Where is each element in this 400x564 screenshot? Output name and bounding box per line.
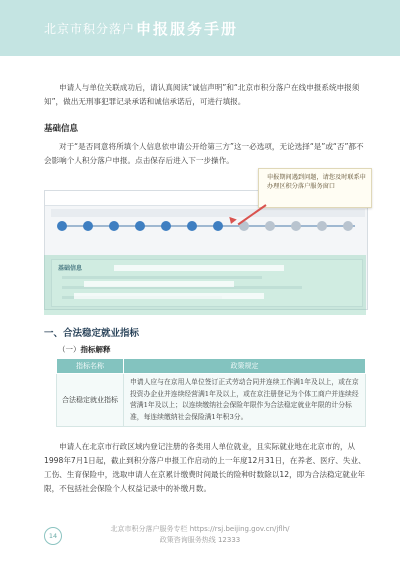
table-header: 政策规定 (124, 359, 366, 374)
step-icon (233, 221, 255, 231)
policy-text: 申请人应与在京用人单位签订正式劳动合同并连续工作满1年及以上，或在京投资办企业并连续经营满1年及以上，或在京注册登记为个体工商户并连续经营满1年及以上；以连续缴纳社会保险年限作为合法稳定就业年限的计分标准，每连续缴纳社会保险满1年积3分。 (124, 374, 366, 427)
step-icon (181, 221, 203, 231)
step-icon (285, 221, 307, 231)
header-title: 申报服务手册 (136, 20, 239, 38)
basic-info-paragraph: 对于“是否同意将所填个人信息依申请公开给第三方”这一必选项，无论选择“是”或“否”都不会影响个人积分落户申报。点击保存后进入下一步操作。 (44, 142, 364, 165)
step-icon (129, 221, 151, 231)
page-number: 14 (44, 527, 62, 545)
table-row (57, 374, 366, 427)
intro-paragraph: 申请人与单位关联成功后，请认真阅读“诚信声明”和“北京市积分落户在线申报系统申报须知”，做出无刑事犯罪记录承诺和诚信承诺后，可进行填报。 (44, 83, 360, 106)
step-icon (103, 221, 125, 231)
screenshot-banner (51, 209, 365, 217)
help-callout (258, 168, 372, 208)
step-icon (51, 221, 73, 231)
step-icon (337, 221, 359, 231)
table-header: 指标名称 (57, 359, 124, 374)
step-icon (311, 221, 333, 231)
footer-url: 北京市积分落户服务专栏 https://rsj.beijing.gov.cn/jflh/ (110, 525, 290, 533)
subsection-title: （一）指标解释 (58, 345, 111, 354)
step-icon (259, 221, 281, 231)
footer (0, 524, 400, 546)
indicator-name: 合法稳定就业指标 (57, 374, 124, 427)
footer-hotline: 政策咨询服务热线 12333 (159, 536, 241, 544)
closing-paragraph: 申请人在北京市行政区域内登记注册的各类用人单位就业，且实际就业地在北京市的，从1998年7月1日起，截止到积分落户申报工作启动的上一年度12月31日，在养老、医疗、失业、工伤、生育保险中，选取申请人在京累计缴费时间最长的险种时数除以12，即为合法稳定就业年限，不包括社会保险个人权益记录中的补缴月数。 (44, 442, 366, 493)
watermark-overlay (44, 255, 366, 315)
header-org: 北京市积分落户 (44, 22, 136, 36)
progress-stepper (51, 221, 361, 257)
indicator-table (56, 358, 366, 427)
step-icon (155, 221, 177, 231)
page-header (0, 0, 400, 56)
basic-info-heading: 基础信息 (44, 124, 79, 134)
form-title: 基础信息 (58, 265, 83, 272)
step-icon (77, 221, 99, 231)
section-title: 一、合法稳定就业指标 (44, 328, 140, 339)
step-icon (207, 221, 229, 231)
callout-text: 申报期间遇到问题，请您及时联系申办理区积分落户服务窗口 (267, 174, 366, 190)
